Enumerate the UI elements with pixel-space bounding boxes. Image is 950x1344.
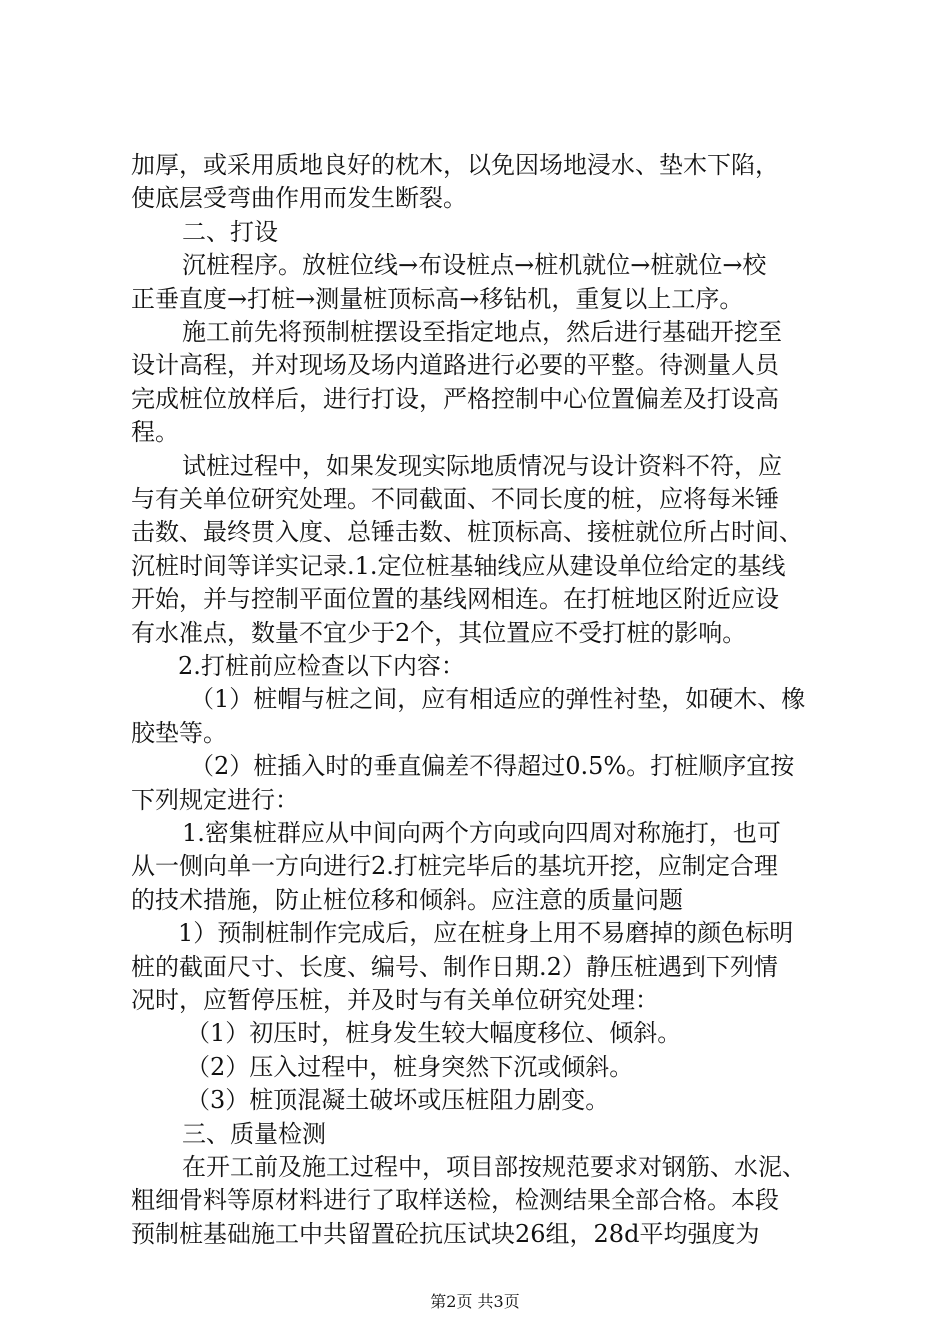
section-heading: 二、打设 [182,217,278,246]
text-line: （3）桩顶混凝土破坏或压桩阻力剧变。 [186,1086,610,1115]
text-line: 粗细骨料等原材料进行了取样送检，检测结果全部合格。本段 [131,1186,779,1215]
text-line: 胶垫等。 [131,718,227,747]
text-line: 2.打桩前应检查以下内容： [178,652,465,680]
text-line: 程。 [131,418,179,447]
text-line: 完成桩位放样后，进行打设，严格控制中心位置偏差及打设高 [131,384,779,413]
text-line: 下列规定进行： [131,785,299,814]
text-line: 1.密集桩群应从中间向两个方向或向四周对称施打，也可 [182,819,781,847]
text-line: 开始，并与控制平面位置的基线网相连。在打桩地区附近应设 [131,585,779,614]
text-line: 的技术措施，防止桩位移和倾斜。应注意的质量问题 [131,885,683,914]
text-line: （1）初压时，桩身发生较大幅度移位、倾斜。 [186,1019,682,1048]
text-line: （2）压入过程中，桩身突然下沉或倾斜。 [186,1052,634,1081]
text-line: 沉桩程序。放桩位线→布设桩点→桩机就位→桩就位→校 [182,251,767,280]
text-line: 况时，应暂停压桩，并及时与有关单位研究处理： [131,986,659,1014]
text-line: 正垂直度→打桩→测量桩顶标高→移钻机，重复以上工序。 [131,284,744,313]
text-line: 在开工前及施工过程中，项目部按规范要求对钢筋、水泥、 [182,1153,806,1181]
text-line: 桩的截面尺寸、长度、编号、制作日期.2）静压桩遇到下列情 [131,952,778,981]
text-line: 试桩过程中，如果发现实际地质情况与设计资料不符，应 [182,451,782,480]
text-line: 与有关单位研究处理。不同截面、不同长度的桩，应将每米锤 [131,485,779,513]
text-line: 击数、最终贯入度、总锤击数、桩顶标高、接桩就位所占时间、 [131,518,803,547]
section-heading: 三、质量检测 [182,1119,326,1148]
text-line: 施工前先将预制桩摆设至指定地点，然后进行基础开挖至 [182,318,782,346]
text-line: 沉桩时间等详实记录.1.定位桩基轴线应从建设单位给定的基线 [131,551,786,580]
text-line: 1）预制桩制作完成后，应在桩身上用不易磨掉的颜色标明 [178,919,794,948]
text-line: （1）桩帽与桩之间，应有相适应的弹性衬垫，如硬木、橡 [190,685,806,714]
text-line: 加厚，或采用质地良好的枕木，以免因场地浸水、垫木下陷， [131,151,779,179]
text-line: 设计高程，并对现场及场内道路进行必要的平整。待测量人员 [131,351,779,380]
text-line: 从一侧向单一方向进行2.打桩完毕后的基坑开挖，应制定合理 [131,852,778,881]
text-line: 预制桩基础施工中共留置砼抗压试块26组，28d平均强度为 [131,1219,760,1248]
text-line: 使底层受弯曲作用而发生断裂。 [131,184,467,213]
text-line: （2）桩插入时的垂直偏差不得超过0.5%。打桩顺序宜按 [190,752,795,781]
text-line: 有水准点，数量不宜少于2个，其位置应不受打桩的影响。 [131,618,747,647]
page-number-footer: 第2页 共3页 [430,1292,520,1312]
